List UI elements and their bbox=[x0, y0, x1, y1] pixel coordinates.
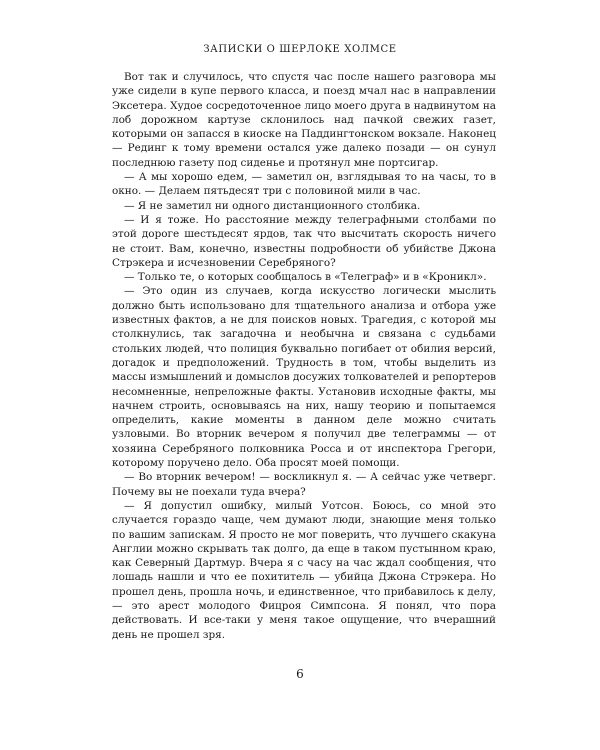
paragraph: Вот так и случилось, что спустя час после нашего разговора мы уже сидели в купе первого класса, и поезд мчал нас в направлении Эксетера. Худое сосредоточенное лицо моего друга в надвинутом на лоб дорожном картузе склонилось над пачкой свежих газет, которыми он запасся в киоске на Паддингтонском вокзале. Наконец — Рединг к тому времени остался уже далеко позади — он сунул последнюю газету под сиденье и протянул мне портсигар. bbox=[112, 71, 496, 169]
paragraph: — Это один из случаев, когда искусство логически мыслить должно быть использовано для тщательного анализа и отбора уже известных фактов, а не для поисков новых. Трагедия, с которой мы столкнулись, так загадочна и необычна и связана с судьбами стольких людей, что полиция буквально погибает от обилия версий, догадок и предположений. Трудность в том, чтобы выделить из массы измышлений и домыслов досужих толкователей и репортеров несомненные, непреложные факты. Установив исходные факты, мы начнем строить, основываясь на них, нашу теорию и попытаемся определить, какие моменты в данном деле можно считать узловыми. Во вторник вечером я получил две телеграммы — от хозяина Серебряного полковника Росса и от инспектора Грегори, которому поручено дело. Оба просят моей помощи. bbox=[112, 285, 496, 470]
paragraph: — Во вторник вечером! — воскликнул я. — А сейчас уже четверг. Почему вы не поехали туда вчера? bbox=[112, 471, 496, 498]
running-header: ЗАПИСКИ О ШЕРЛОКЕ ХОЛМСЕ bbox=[203, 44, 397, 55]
paragraph: — Только те, о которых сообщалось в «Телеграф» и в «Кроникл». bbox=[124, 271, 487, 284]
page-number: 6 bbox=[296, 667, 304, 681]
paragraph: — Я не заметил ни одного дистанционного столбика. bbox=[124, 199, 421, 212]
body-text bbox=[112, 70, 496, 642]
paragraph: — И я тоже. Но расстояние между телеграфными столбами по этой дороге шестьдесят ярдов, так что высчитать скорость ничего не стоит. Вам, конечно, известны подробности об убийстве Джона Стрэкера и исчезновении Серебряного? bbox=[112, 213, 496, 269]
paragraph: — Я допустил ошибку, милый Уотсон. Боюсь, со мной это случается гораздо чаще, чем думают люди, знающие меня только по вашим запискам. Я просто не мог поверить, что лучшего скакуна Англии можно скрывать так долго, да еще в таком пустынном краю, как Северный Дартмур. Вчера я с часу на час ждал сообщения, что лошадь нашли и что ее похититель — убийца Джона Стрэкера. Но прошел день, прошла ночь, и единственное, что прибавилось к делу, — это арест молодого Фицроя Симпсона. Я понял, что пора действовать. И все-таки у меня такое ощущение, что вчерашний день не прошел зря. bbox=[112, 499, 496, 641]
paragraph: — А мы хорошо едем, — заметил он, взглядывая то на часы, то в окно. — Делаем пятьдесят три с половиной мили в час. bbox=[112, 171, 496, 198]
